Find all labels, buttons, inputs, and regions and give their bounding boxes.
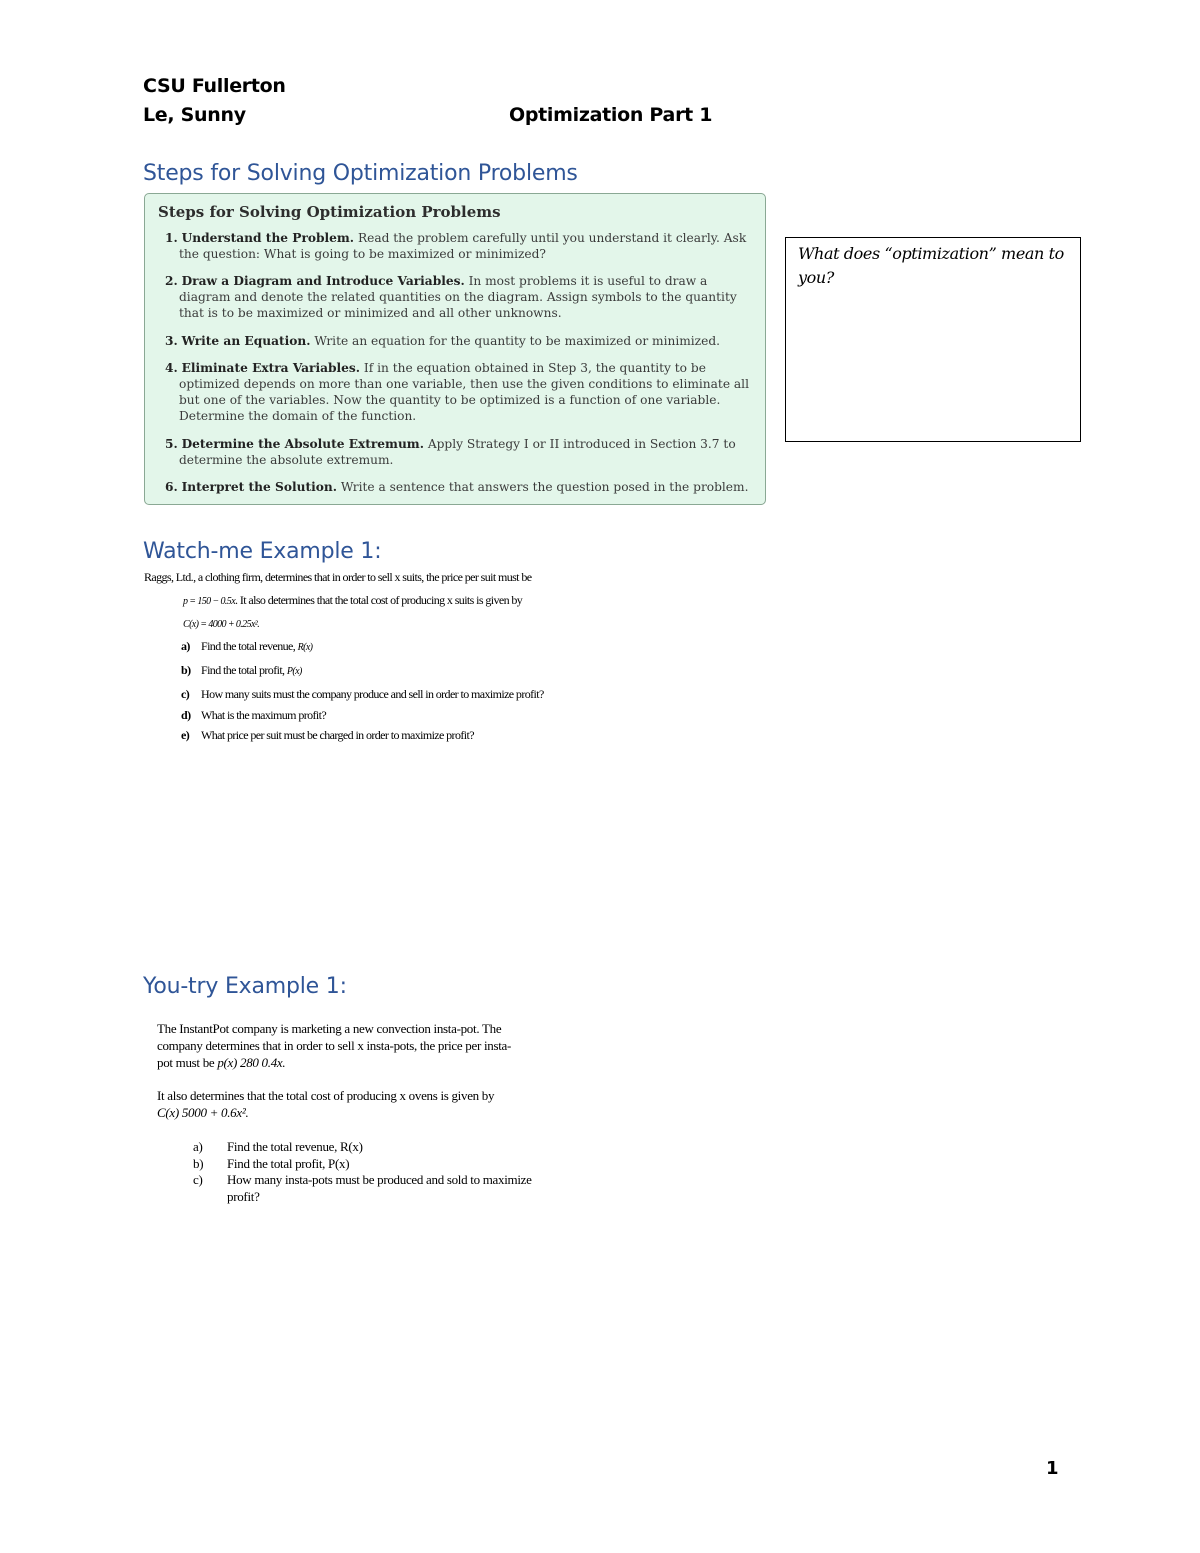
- step-continuation: the question: What is going to be maximized or minimized?: [179, 247, 546, 261]
- step-item: [165, 273, 755, 321]
- step-text: Apply Strategy I or II introduced in Section 3.7 to: [427, 437, 736, 451]
- step-continuation: diagram and denote the related quantities on the diagram. Assign symbols to the quantity: [179, 290, 737, 304]
- item-math: P(x): [286, 666, 302, 677]
- document-title: Optimization Part 1: [509, 104, 713, 126]
- step-number: 6.: [165, 480, 178, 494]
- step-number: 1.: [165, 231, 178, 245]
- step-continuation: that is to be maximized or minimized and all other unknowns.: [179, 306, 562, 320]
- item-label: a): [193, 1139, 203, 1154]
- step-text: Write an equation for the quantity to be maximized or minimized.: [314, 334, 720, 348]
- step-title: Draw a Diagram and Introduce Variables.: [181, 274, 465, 288]
- steps-box: [144, 193, 766, 505]
- watch-me-line2-text: . It also determines that the total cost of producing x suits is given by: [235, 593, 523, 607]
- item-text: Find the total revenue, R(x): [227, 1139, 363, 1154]
- step-first-line: [165, 230, 755, 246]
- you-try-item: [193, 1139, 363, 1156]
- you-try-p1-line3: pot must be p(x) 280 0.4x.: [157, 1055, 286, 1070]
- step-continuation: determine the absolute extremum.: [179, 453, 394, 467]
- step-item: [165, 436, 755, 468]
- question-box: [785, 237, 1081, 442]
- item-text: Find the total profit, P(x): [227, 1156, 350, 1171]
- cost-equation: C(x) 5000 + 0.6x².: [157, 1105, 249, 1120]
- you-try-p1-line: company determines that in order to sell x insta-pots, the price per insta-: [157, 1038, 512, 1053]
- step-title: Interpret the Solution.: [181, 480, 337, 494]
- step-continuation: Determine the domain of the function.: [179, 409, 417, 423]
- you-try-p2-line1: It also determines that the total cost of producing x ovens is given by: [157, 1088, 495, 1103]
- price-equation: p(x) 280 0.4x.: [217, 1055, 286, 1070]
- step-first-line: [165, 479, 755, 495]
- page-number: 1: [1046, 1458, 1059, 1479]
- item-text: Find the total profit,: [201, 663, 285, 677]
- step-text: In most problems it is useful to draw a: [468, 274, 708, 288]
- item-label: d): [181, 708, 191, 722]
- step-text: Write a sentence that answers the question posed in the problem.: [340, 480, 749, 494]
- item-label: c): [181, 687, 190, 701]
- item-text: How many insta-pots must be produced and sold to maximize: [227, 1172, 532, 1187]
- item-text: How many suits must the company produce and sell in order to maximize profit?: [201, 687, 544, 701]
- step-number: 2.: [165, 274, 178, 288]
- watch-me-heading: Watch-me Example 1:: [143, 539, 382, 564]
- cost-equation: C(x) = 4000 + 0.25x².: [183, 619, 260, 630]
- step-item: [165, 360, 755, 424]
- watch-me-line2: [183, 593, 522, 608]
- watch-me-item: [181, 663, 302, 678]
- you-try-paragraph1: [157, 1020, 511, 1071]
- steps-box-title: Steps for Solving Optimization Problems: [158, 203, 501, 221]
- item-text: Find the total revenue,: [201, 639, 296, 653]
- item-text: What price per suit must be charged in order to maximize profit?: [201, 728, 474, 742]
- item-label: a): [181, 639, 190, 653]
- author-name: Le, Sunny: [143, 104, 246, 126]
- item-continuation: profit?: [227, 1188, 260, 1204]
- step-title: Determine the Absolute Extremum.: [181, 437, 424, 451]
- you-try-item: [193, 1172, 532, 1205]
- step-number: 5.: [165, 437, 178, 451]
- step-first-line: [165, 436, 755, 452]
- you-try-item: [193, 1156, 349, 1173]
- step-text: If in the equation obtained in Step 3, the quantity to be: [363, 361, 706, 375]
- step-first-line: [165, 333, 755, 349]
- steps-heading: Steps for Solving Optimization Problems: [143, 161, 578, 186]
- watch-me-item: [181, 728, 474, 743]
- question-text: What does “optimization” mean to you?: [798, 244, 1064, 287]
- step-number: 4.: [165, 361, 178, 375]
- item-label: e): [181, 728, 190, 742]
- step-text: Read the problem carefully until you understand it clearly. Ask: [357, 231, 747, 245]
- watch-me-item: [181, 639, 312, 654]
- item-label: c): [193, 1172, 203, 1187]
- you-try-heading: You-try Example 1:: [143, 974, 347, 999]
- price-equation: p = 150 − 0.5x: [183, 596, 236, 607]
- step-item: [165, 479, 755, 495]
- step-title: Write an Equation.: [181, 334, 311, 348]
- you-try-paragraph2: [157, 1087, 494, 1121]
- step-title: Eliminate Extra Variables.: [181, 361, 361, 375]
- watch-me-item: [181, 687, 544, 702]
- step-title: Understand the Problem.: [181, 231, 355, 245]
- step-continuation: optimized depends on more than one variable, then use the given conditions to eliminate all: [179, 377, 749, 391]
- item-math: R(x): [297, 642, 313, 653]
- step-first-line: [165, 273, 755, 289]
- step-continuation: but one of the variables. Now the quantity to be optimized is a function of one variable.: [179, 393, 721, 407]
- step-item: [165, 230, 755, 262]
- step-first-line: [165, 360, 755, 376]
- watch-me-line1: Raggs, Ltd., a clothing firm, determines that in order to sell x suits, the price per suit must be: [144, 570, 532, 584]
- you-try-p1-line: The InstantPot company is marketing a new convection insta-pot. The: [157, 1021, 502, 1036]
- item-label: b): [181, 663, 191, 677]
- item-text: What is the maximum profit?: [201, 708, 327, 722]
- step-number: 3.: [165, 334, 178, 348]
- watch-me-line3: [183, 616, 259, 631]
- item-label: b): [193, 1156, 204, 1171]
- watch-me-item: [181, 708, 326, 723]
- step-item: [165, 333, 755, 349]
- institution-name: CSU Fullerton: [143, 75, 286, 97]
